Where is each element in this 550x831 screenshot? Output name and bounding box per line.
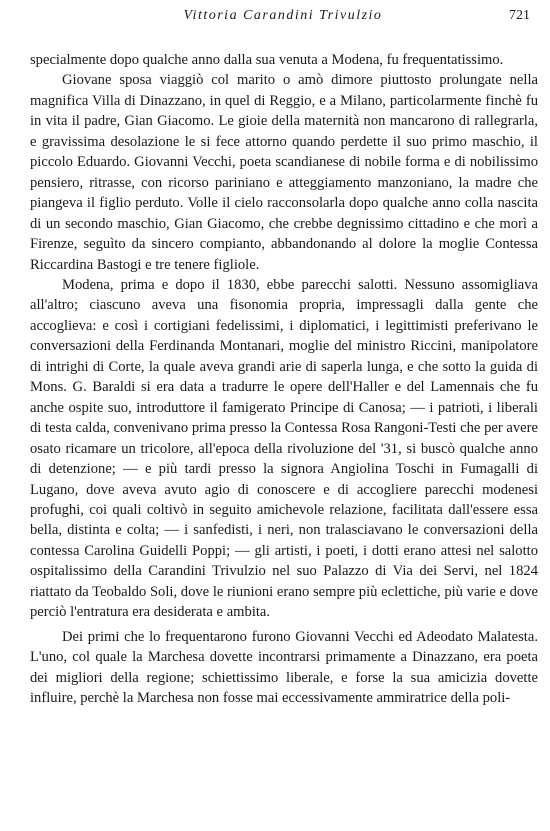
paragraph: Modena, prima e dopo il 1830, ebbe parecchi salotti. Nessuno assomigliava all'altro; ciascuno aveva una fisonomia propria, impressagli dalla gente che accoglieva: e così i cortigiani fedelissimi, i diplomatici, i legittimisti preferivano le conversazioni della Ferdinanda Montanari, moglie del ministro Riccini, manipolatore di intrighi di Corte, la quale aveva grandi arie di saperla lunga, e che sotto la guida di Mons. G. Baraldi si era data a tradurre le opere dell'Haller e del Lamennais che fu anche ospite suo, introduttore il famigerato Principe di Canosa; — i patrioti, i liberali di testa calda, convenivano prima presso la Contessa Rosa Rangoni-Testi che per avere osato ricamare un tricolore, all'epoca della rivoluzione del '31, si buscò qualche anno di detenzione; — e più tardi presso la signora Angiolina Toschi in Fumagalli di Lugano, dove aveva avuto agio di conoscere e di accogliere parecchi modenesi profughi, coi quali coltivò in seguito amichevole relazione, facilitata dall'essere essa bella, distinta e colta; — i sanfedisti, i neri, non tralasciavano le conversazioni della contessa Carolina Guidelli Poppi; — gli artisti, i poeti, i dotti erano attesi nel salotto ospitalissimo della Carandini Trivulzio nel suo Palazzo di Via dei Servi, nel 1824 riattato da Teobaldo Soli, dove le riunioni erano sempre più eclettiche, più varie e dove perciò l'entratura era desiderata e ambita. [30,276,538,621]
page-header [30,8,536,30]
paragraph-continuation: specialmente dopo qualche anno dalla sua venuta a Modena, fu frequentatissimo. [30,52,504,68]
paragraph: Giovane sposa viaggiò col marito o amò dimore piuttosto prolungate nella magnifica Villa di Dinazzano, in quel di Reggio, e a Milano, particolarmente finchè fu in vita il padre, Gian Giacomo. Le gioie della maternità non mancarono di rallegrarla, e gravissima desolazione le si fece attorno quando perdette il suo primo maschio, il piccolo Eduardo. Giovanni Vecchi, poeta scandianese di nobile forma e di nobilissimo pensiero, ritrasse, con ricorso pariniano e atteggiamento manzoniano, la madre che piangeva il figlio perduto. Volle il cielo racconsolarla dopo qualche anno colla nascita di un secondo maschio, Gian Giacomo, che crebbe degnissimo cittadino e che morì a Firenze, seguìto da sincero compianto, abbandonando al dolore la moglie Contessa Riccardina Bastogi e tre tenere figliole. [30,72,538,273]
body-text [30,50,538,709]
paragraph: Dei primi che lo frequentarono furono Giovanni Vecchi ed Adeodato Malatesta. L'uno, col quale la Marchesa dovette incontrarsi primamente a Dinazzano, era poeta dei migliori della regione; schiettissimo liberale, e forse la sua amicizia dovette influire, perchè la Marchesa non fosse mai eccessivamente ammiratrice della poli- [30,628,538,707]
running-title: Vittoria Carandini Trivulzio [183,8,383,23]
page-number: 721 [509,8,530,23]
